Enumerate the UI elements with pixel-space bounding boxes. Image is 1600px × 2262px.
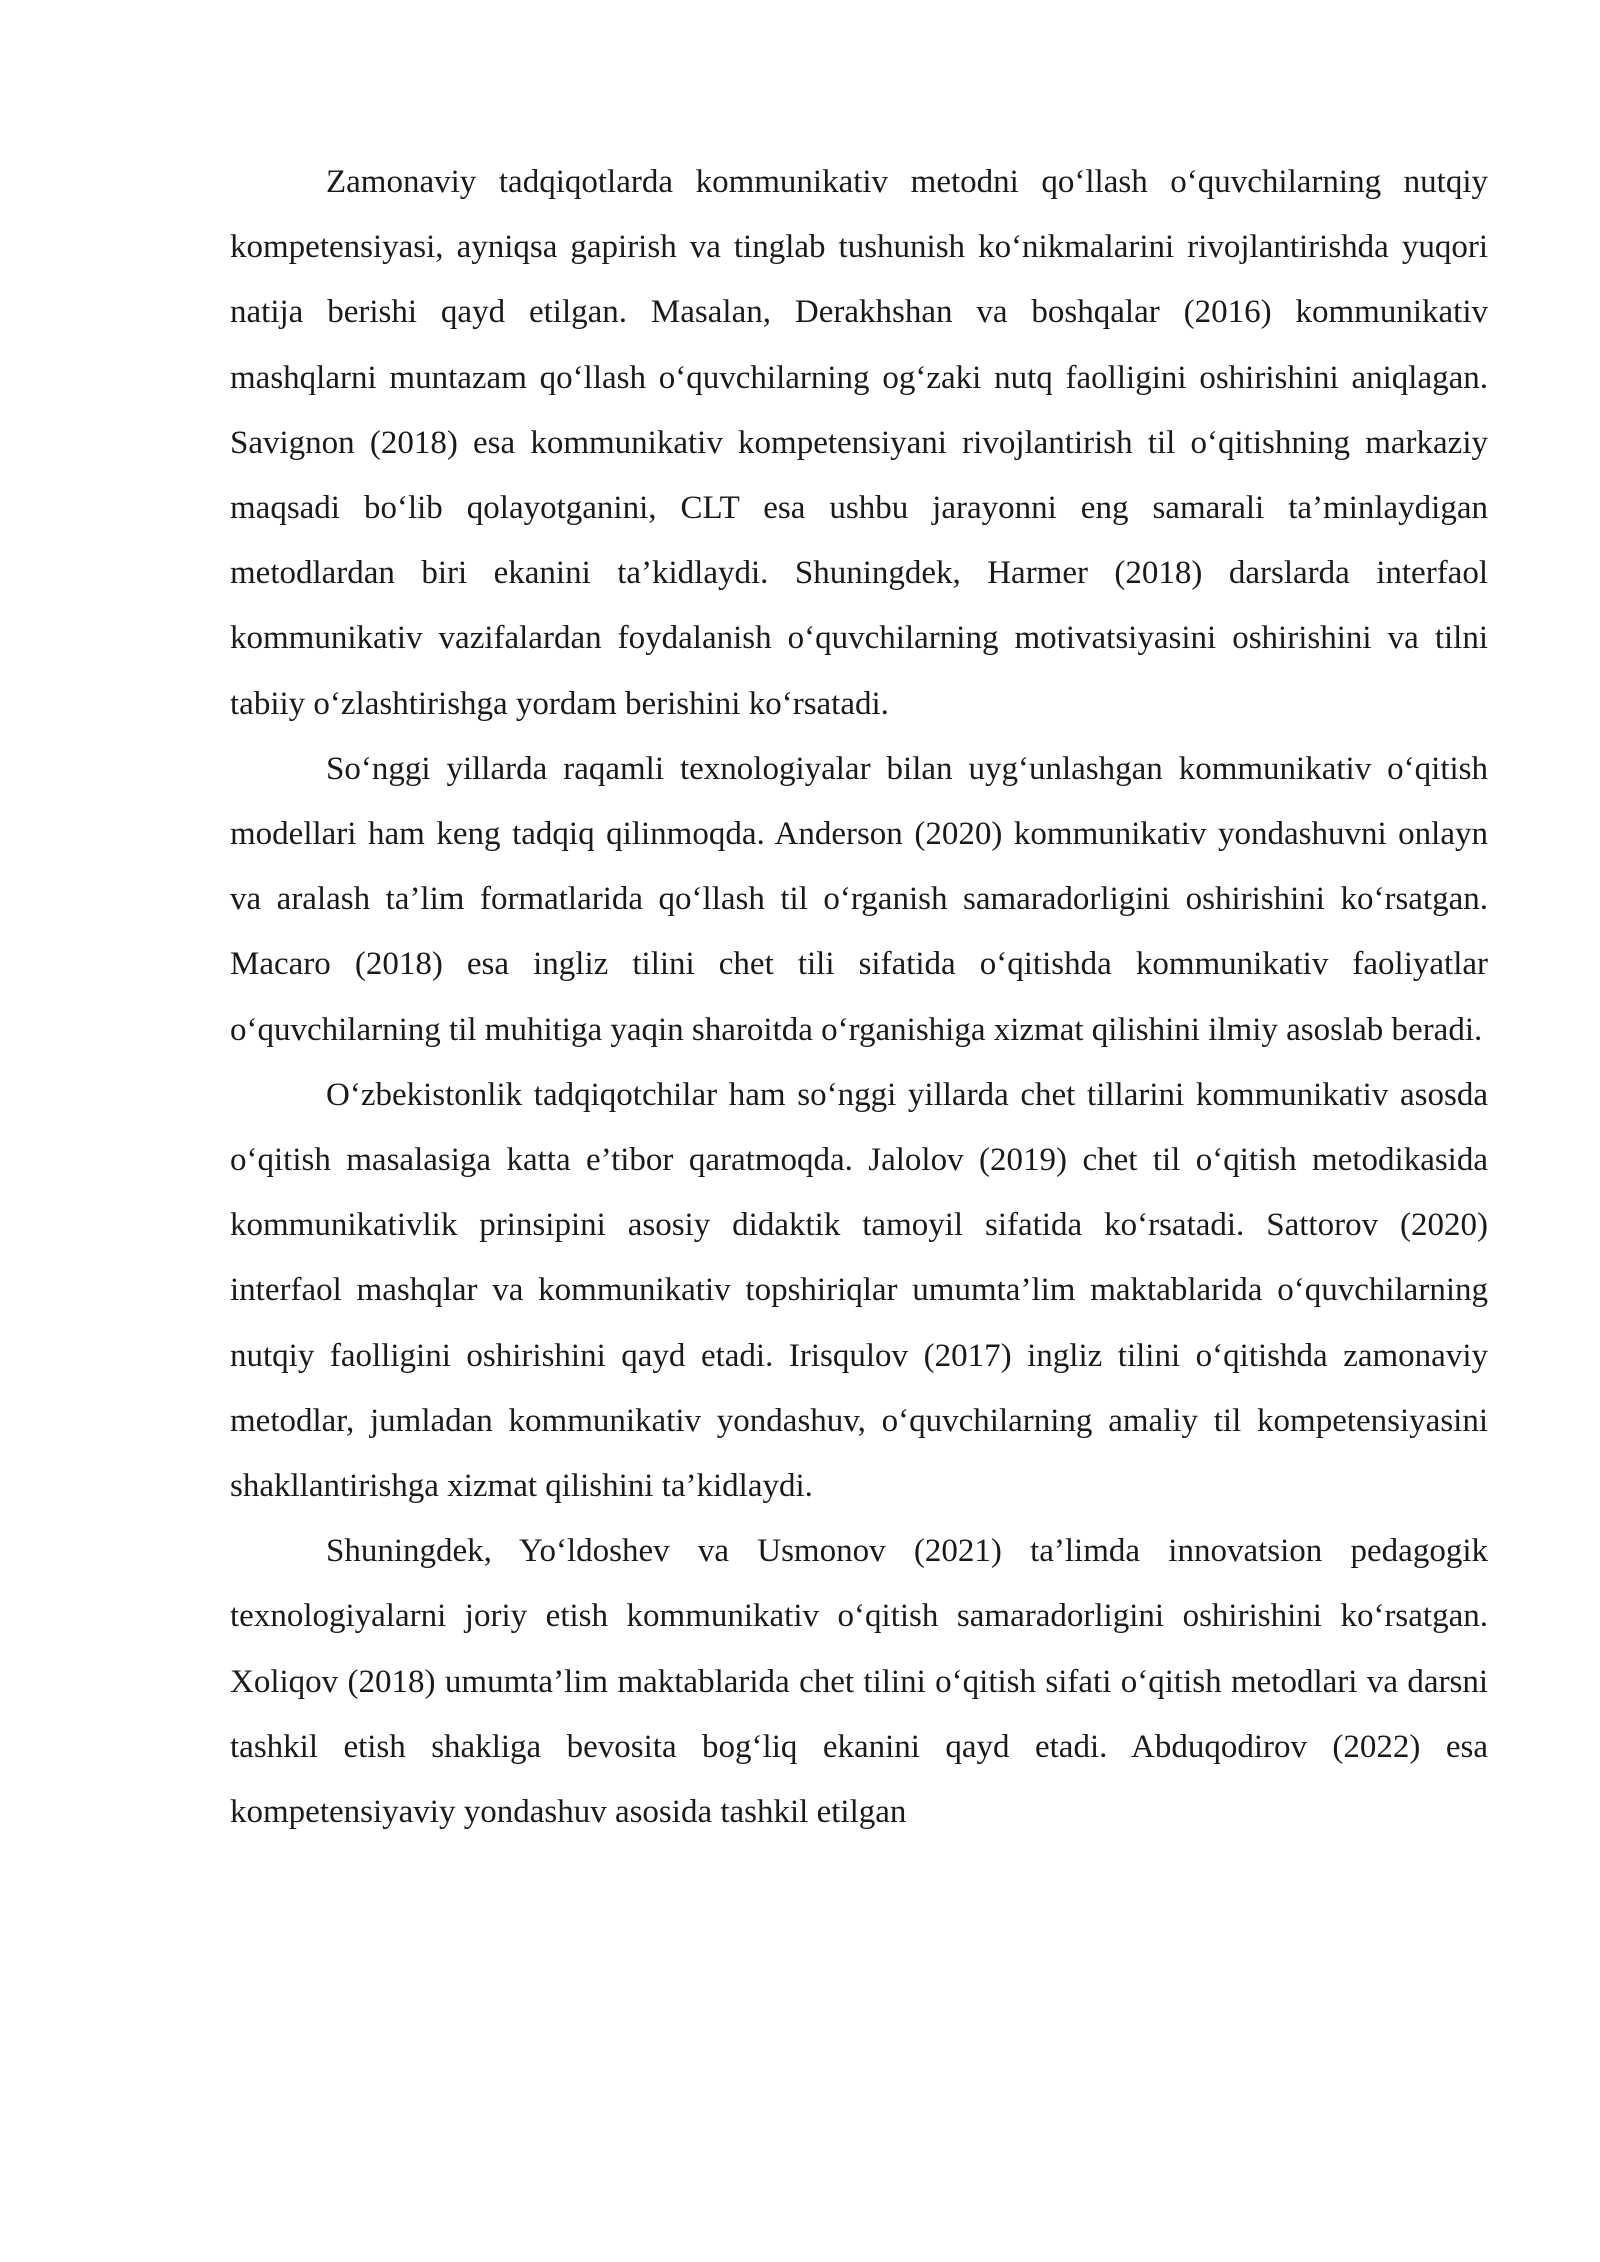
document-body (230, 150, 1488, 1845)
paragraph-4: Shuningdek, Yo‘ldoshev va Usmonov (2021) ta’limda innovatsion pedagogik texnologiyalarni joriy etish kommunikativ o‘qitish samaradorligini oshirishini ko‘rsatgan. Xoliqov (2018) umumta’lim maktablarida chet tilini o‘qitish sifati o‘qitish metodlari va darsni tashkil etish shakliga bevosita bog‘liq ekanini qayd etadi. Abduqodirov (2022) esa kompetensiyaviy yondashuv asosida tashkil etilgan (230, 1533, 1488, 1831)
paragraph-3: O‘zbekistonlik tadqiqotchilar ham so‘nggi yillarda chet tillarini kommunikativ asosda o‘qitish masalasiga katta e’tibor qaratmoqda. Jalolov (2019) chet til o‘qitish metodikasida kommunikativlik prinsipini asosiy didaktik tamoyil sifatida ko‘rsatadi. Sattorov (2020) interfaol mashqlar va kommunikativ topshiriqlar umumta’lim maktablarida o‘quvchilarning nutqiy faolligini oshirishini qayd etadi. Irisqulov (2017) ingliz tilini o‘qitishda zamonaviy metodlar, jumladan kommunikativ yondashuv, o‘quvchilarning amaliy til kompetensiyasini shakllantirishga xizmat qilishini ta’kidlaydi. (230, 1076, 1488, 1505)
paragraph-1: Zamonaviy tadqiqotlarda kommunikativ metodni qo‘llash o‘quvchilarning nutqiy kompetensiyasi, ayniqsa gapirish va tinglab tushunish ko‘nikmalarini rivojlantirishda yuqori natija berishi qayd etilgan. Masalan, Derakhshan va boshqalar (2016) kommunikativ mashqlarni muntazam qo‘llash o‘quvchilarning og‘zaki nutq faolligini oshirishini aniqlagan. Savignon (2018) esa kommunikativ kompetensiyani rivojlantirish til o‘qitishning markaziy maqsadi bo‘lib qolayotganini, CLT esa ushbu jarayonni eng samarali ta’minlaydigan metodlardan biri ekanini ta’kidlaydi. Shuningdek, Harmer (2018) darslarda interfaol kommunikativ vazifalardan foydalanish o‘quvchilarning motivatsiyasini oshirishini va tilni tabiiy o‘zlashtirishga yordam berishini ko‘rsatadi. (230, 164, 1488, 722)
paragraph-2: So‘nggi yillarda raqamli texnologiyalar bilan uyg‘unlashgan kommunikativ o‘qitish modellari ham keng tadqiq qilinmoqda. Anderson (2020) kommunikativ yondashuvni onlayn va aralash ta’lim formatlarida qo‘llash til o‘rganish samaradorligini oshirishini ko‘rsatgan. Macaro (2018) esa ingliz tilini chet tili sifatida o‘qitishda kommunikativ faoliyatlar o‘quvchilarning til muhitiga yaqin sharoitda o‘rganishiga xizmat qilishini ilmiy asoslab beradi. (230, 750, 1488, 1048)
